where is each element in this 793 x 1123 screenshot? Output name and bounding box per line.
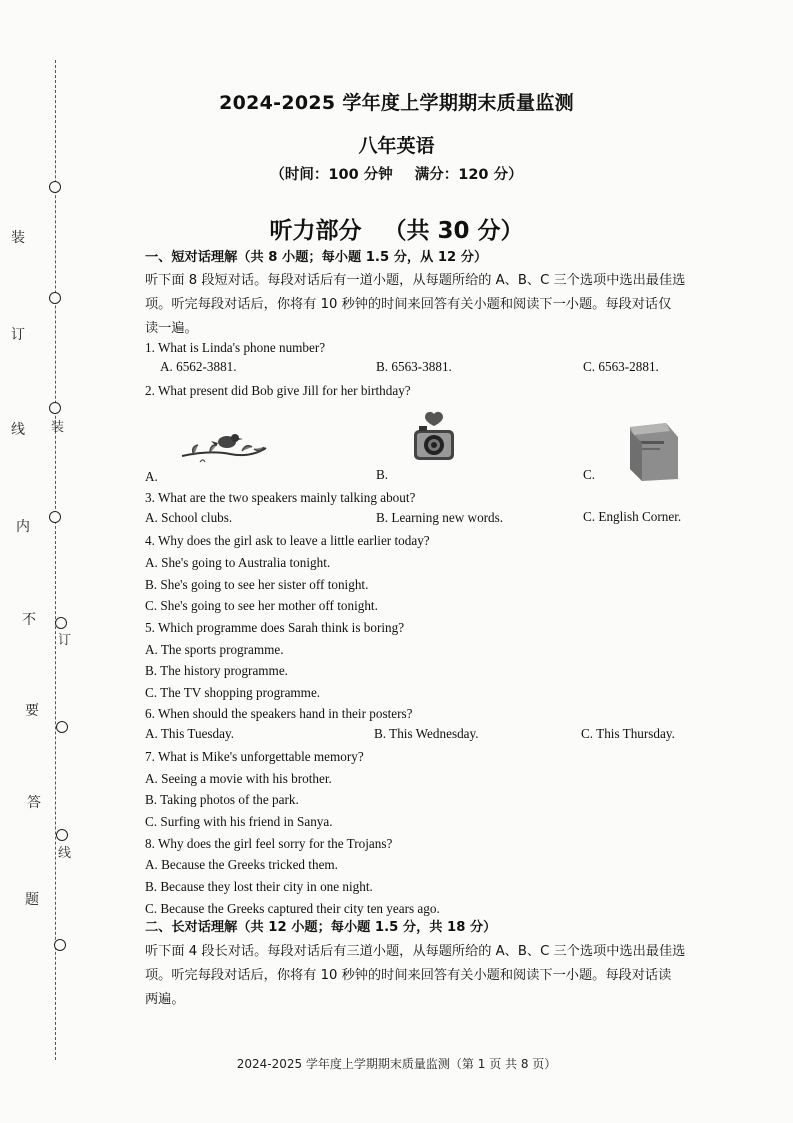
part1-instructions: 项。听完每段对话后，你将有 10 秒钟的时间来回答有关小题和阅读下一小题。每段对话仅 [145,297,672,312]
option-b: B. The history programme. [145,663,288,678]
exam-subject: 八年英语 [358,135,435,157]
option-c: C. English Corner. [583,509,682,524]
time-info: （时间：100 分钟 [270,167,393,183]
option-c: C. Because the Greeks captured their city ten years ago. [145,901,440,916]
option-a: A. The sports programme. [145,642,284,657]
camera-icon [409,410,459,466]
option-b: B. Taking photos of the park. [145,792,299,807]
part1-heading: 一、短对话理解（共 8 小题；每小题 1.5 分，从 12 分） [145,250,488,265]
question-stem: 2. What present did Bob give Jill for her birthday? [145,383,411,398]
margin-char: 不 [22,612,36,628]
option-b: B. [376,467,389,482]
binding-ring [49,292,61,304]
part1-instructions: 读一遍。 [145,321,198,336]
option-a: A. School clubs. [145,510,233,525]
question-stem: 4. Why does the girl ask to leave a little earlier today? [145,533,430,548]
option-c: C. The TV shopping programme. [145,685,321,700]
section-name: 听力部分 [269,218,362,244]
question-stem: 3. What are the two speakers mainly talking about? [145,490,416,505]
option-a: A. 6562-3881. [160,359,237,374]
part2-instructions: 听下面 4 段长对话。每段对话后有三道小题，从每题所给的 A、B、C 三个选项中选出最佳选 [145,944,686,959]
option-b: B. 6563-3881. [376,359,452,374]
option-a: A. Seeing a movie with his brother. [145,771,332,786]
option-c: C. [583,467,596,482]
part2-instructions: 项。听完每段对话后，你将有 10 秒钟的时间来回答有关小题和阅读下一小题。每段对话读 [145,968,672,983]
exam-title: 2024-2025 学年度上学期期末质量监测 [219,92,574,114]
margin-char: 线 [11,422,25,438]
option-c: C. Surfing with his friend in Sanya. [145,814,333,829]
question-stem: 7. What is Mike's unforgettable memory? [145,749,364,764]
score-info: 满分：120 分） [414,167,523,183]
option-b: B. She's going to see her sister off tonight. [145,577,369,592]
question-stem: 6. When should the speakers hand in their posters? [145,706,413,721]
margin-inner-char: 线 [58,846,72,861]
option-b: B. Because they lost their city in one night. [145,879,373,894]
bird-on-branch-icon [180,428,268,468]
margin-char: 内 [16,519,30,535]
margin-char: 要 [25,703,39,719]
binding-ring [54,939,66,951]
exam-time-score [0,163,793,184]
option-c: C. She's going to see her mother off tonight. [145,598,378,613]
question-stem: 5. Which programme does Sarah think is boring? [145,620,405,635]
option-a: A. This Tuesday. [145,726,235,741]
part1-instructions: 听下面 8 段短对话。每段对话后有一道小题，从每题所给的 A、B、C 三个选项中选出最佳选 [145,273,686,288]
margin-inner-char: 订 [58,633,72,648]
question-stem: 8. Why does the girl feel sorry for the Trojans? [145,836,393,851]
option-a: A. [145,469,158,484]
question-stem: 1. What is Linda's phone number? [145,340,326,355]
binding-ring [56,829,68,841]
book-icon [628,421,680,483]
page-footer: 2024-2025 学年度上学期期末质量监测（第 1 页 共 8 页） [236,1057,557,1071]
option-b: B. Learning new words. [376,510,504,525]
margin-char: 订 [11,327,25,343]
binding-ring [49,511,61,523]
option-b: B. This Wednesday. [374,726,479,741]
option-c: C. This Thursday. [581,726,675,741]
margin-char: 题 [25,892,39,908]
option-a: A. She's going to Australia tonight. [145,555,331,570]
binding-ring [55,617,67,629]
option-c: C. 6563-2881. [583,359,659,374]
margin-char: 答 [27,795,41,811]
binding-ring [49,402,61,414]
margin-inner-char: 装 [51,420,65,435]
section-title [0,212,793,245]
part2-heading: 二、长对话理解（共 12 小题；每小题 1.5 分，共 18 分） [145,920,497,935]
part2-instructions: 两遍。 [145,992,185,1007]
margin-char: 装 [11,230,25,246]
binding-ring [56,721,68,733]
option-a: A. Because the Greeks tricked them. [145,857,338,872]
section-score: （共 30 分） [383,218,524,244]
binding-dashed-line [55,60,56,1060]
